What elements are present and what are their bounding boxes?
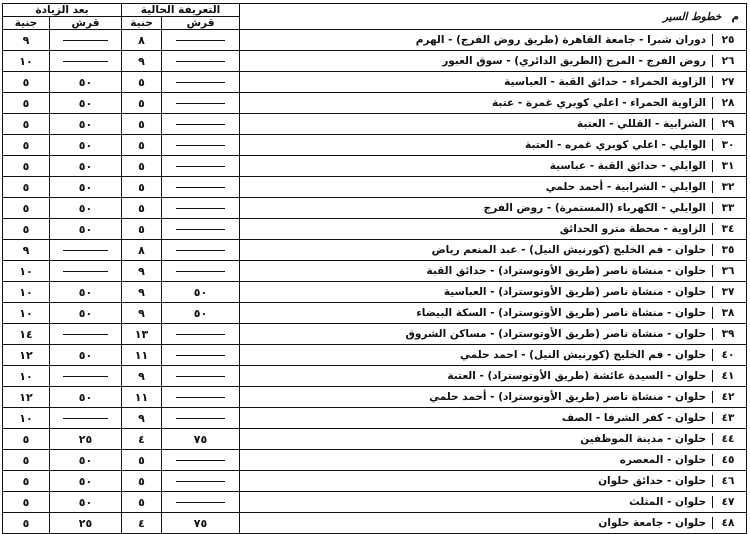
current-piaster-cell [162, 51, 240, 72]
table-row [3, 408, 747, 429]
route-number: ٣٧ [712, 286, 743, 298]
current-piaster-cell [162, 198, 240, 219]
empty-dash [176, 334, 226, 335]
current-piaster-cell [162, 156, 240, 177]
current-pound-cell: ٨ [122, 30, 162, 51]
table-row [3, 471, 747, 492]
empty-dash [63, 40, 109, 41]
route-text: حلوان - المعصره [619, 454, 707, 466]
current-pound-header: جنية [122, 17, 162, 30]
new-pound-cell: ٩ [3, 30, 50, 51]
route-cell [240, 177, 747, 198]
new-piaster-cell: ٥٠ [50, 471, 122, 492]
current-pound-cell: ٥ [122, 114, 162, 135]
new-piaster-cell: ٥٠ [50, 198, 122, 219]
route-number: ٣١ [712, 160, 743, 172]
current-piaster-cell [162, 72, 240, 93]
route-header [240, 4, 747, 30]
new-pound-cell: ١٢ [3, 345, 50, 366]
route-text: حلوان - فم الخليج (كورنيش النيل) - احمد حلمي [460, 349, 707, 361]
current-pound-cell: ٤ [122, 429, 162, 450]
after-increase-header: بعد الزيادة [3, 4, 122, 17]
current-pound-cell: ٥ [122, 93, 162, 114]
table-row [3, 429, 747, 450]
route-number: ٣٢ [712, 181, 743, 193]
route-cell [240, 345, 747, 366]
route-number: ٣٥ [712, 244, 743, 256]
current-piaster-cell [162, 93, 240, 114]
new-piaster-cell: ٥٠ [50, 114, 122, 135]
route-text: حلوان - المثلث [629, 496, 707, 508]
empty-dash [176, 376, 226, 377]
table-row [3, 303, 747, 324]
new-pound-cell: ١٢ [3, 387, 50, 408]
table-row [3, 219, 747, 240]
route-cell [240, 282, 747, 303]
current-piaster-cell [162, 324, 240, 345]
empty-dash [176, 229, 226, 230]
route-cell [240, 219, 747, 240]
route-text: الوايلي - اعلي كوبري غمره - العتبة [524, 139, 707, 151]
route-cell [240, 240, 747, 261]
route-text: الزاوية الحمراء - اعلي كوبري غمرة - عتبة [492, 97, 707, 109]
empty-dash [176, 355, 226, 356]
new-piaster-cell: ٥٠ [50, 345, 122, 366]
current-piaster-cell [162, 114, 240, 135]
route-cell [240, 93, 747, 114]
empty-dash [176, 481, 226, 482]
current-pound-cell: ١٣ [122, 324, 162, 345]
new-pound-cell: ٥ [3, 513, 50, 534]
route-text: حلوان - منشاة ناصر (طريق الأوتوستراد) - السكة البيضاء [416, 307, 707, 319]
current-piaster-cell [162, 492, 240, 513]
new-pound-cell: ١٠ [3, 366, 50, 387]
empty-dash [176, 61, 226, 62]
table-row [3, 198, 747, 219]
route-number: ٢٩ [712, 118, 743, 130]
new-pound-cell: ١٠ [3, 408, 50, 429]
new-piaster-cell: ٥٠ [50, 387, 122, 408]
new-piaster-cell: ٥٠ [50, 282, 122, 303]
new-pound-cell: ٥ [3, 471, 50, 492]
empty-dash [63, 61, 109, 62]
route-number: ٤٤ [712, 433, 743, 445]
route-cell [240, 387, 747, 408]
route-text: حلوان - فم الخليج (كورنيش النيل) - عبد المنعم رياض [431, 244, 707, 256]
route-number: ٣٠ [712, 139, 743, 151]
route-cell [240, 303, 747, 324]
table-row [3, 387, 747, 408]
current-piaster-cell [162, 240, 240, 261]
route-text: الوايلي - الشرابية - أحمد حلمي [545, 181, 707, 193]
empty-dash [176, 271, 226, 272]
new-piaster-cell: ٥٠ [50, 93, 122, 114]
route-number: ٣٣ [712, 202, 743, 214]
new-pound-cell: ١٤ [3, 324, 50, 345]
empty-dash [176, 40, 226, 41]
route-text: دوران شبرا - جامعة القاهرة (طريق روض الفرج) - الهرم [415, 34, 707, 46]
current-pound-cell: ٩ [122, 408, 162, 429]
route-text: الوايلي - حدائق القبة - عباسية [549, 160, 707, 172]
new-piaster-cell: ٥٠ [50, 450, 122, 471]
route-text: روض الفرج - المرج (الطريق الدائري) - سوق العبور [442, 55, 707, 67]
route-cell [240, 513, 747, 534]
new-piaster-cell: ٥٠ [50, 72, 122, 93]
empty-dash [63, 250, 109, 251]
current-piaster-cell [162, 471, 240, 492]
route-number: ٣٤ [712, 223, 743, 235]
empty-dash [176, 418, 226, 419]
new-pound-cell: ٥ [3, 198, 50, 219]
new-pound-cell: ١٠ [3, 303, 50, 324]
route-cell [240, 51, 747, 72]
new-pound-cell: ٥ [3, 93, 50, 114]
table-row [3, 513, 747, 534]
current-piaster-cell [162, 366, 240, 387]
current-pound-cell: ٨ [122, 240, 162, 261]
new-pound-cell: ٥ [3, 450, 50, 471]
current-pound-cell: ٩ [122, 366, 162, 387]
route-number: ٤١ [712, 370, 743, 382]
route-number: ٢٧ [712, 76, 743, 88]
new-pound-cell: ٥ [3, 72, 50, 93]
empty-dash [63, 418, 109, 419]
num-header: م [731, 10, 740, 23]
route-cell [240, 324, 747, 345]
empty-dash [176, 82, 226, 83]
new-pound-cell: ٥ [3, 156, 50, 177]
empty-dash [63, 334, 109, 335]
table-row [3, 345, 747, 366]
after-pound-header: جنية [3, 17, 50, 30]
current-pound-cell: ٥ [122, 471, 162, 492]
current-piaster-cell [162, 177, 240, 198]
new-pound-cell: ٥ [3, 114, 50, 135]
table-row [3, 93, 747, 114]
route-number: ٤٦ [712, 475, 743, 487]
table-row [3, 156, 747, 177]
route-cell [240, 450, 747, 471]
route-title-header: خطوط السير [662, 10, 722, 23]
table-row [3, 135, 747, 156]
current-pound-cell: ٥ [122, 156, 162, 177]
current-pound-cell: ٩ [122, 282, 162, 303]
route-text: حلوان - منشاة ناصر (طريق الأوتوستراد) - العباسية [443, 286, 707, 298]
current-pound-cell: ٤ [122, 513, 162, 534]
route-cell [240, 408, 747, 429]
current-tariff-header: التعريفة الحالية [122, 4, 240, 17]
route-text: حلوان - منشاة ناصر (طريق الأوتوستراد) - مساكن الشروق [405, 328, 707, 340]
route-number: ٤٨ [712, 517, 743, 529]
current-piaster-cell [162, 261, 240, 282]
current-pound-cell: ١١ [122, 345, 162, 366]
table-row [3, 366, 747, 387]
current-piaster-cell [162, 345, 240, 366]
route-cell [240, 72, 747, 93]
new-piaster-cell: ٥٠ [50, 219, 122, 240]
empty-dash [176, 187, 226, 188]
table-row [3, 324, 747, 345]
current-pound-cell: ٥ [122, 492, 162, 513]
empty-dash [63, 271, 109, 272]
fare-table-sheet [2, 3, 746, 530]
route-number: ٤٢ [712, 391, 743, 403]
new-piaster-cell [50, 51, 122, 72]
table-row [3, 282, 747, 303]
route-number: ٤٧ [712, 496, 743, 508]
new-piaster-cell [50, 30, 122, 51]
new-pound-cell: ٥ [3, 135, 50, 156]
route-text: الشرابية - القللي - العتبة [577, 118, 707, 130]
new-pound-cell: ١٠ [3, 51, 50, 72]
table-row [3, 450, 747, 471]
route-text: حلوان - منشاة ناصر (طريق الأوتوستراد) - أحمد حلمي [429, 391, 707, 403]
new-piaster-cell [50, 240, 122, 261]
empty-dash [176, 103, 226, 104]
route-number: ٣٩ [712, 328, 743, 340]
route-text: حلوان - جامعة حلوان [598, 517, 707, 529]
route-text: حلوان - مدينة الموظفين [580, 433, 707, 445]
table-row [3, 492, 747, 513]
table-row [3, 51, 747, 72]
current-piaster-cell: ٧٥ [162, 429, 240, 450]
new-piaster-cell: ٥٠ [50, 177, 122, 198]
route-number: ٢٦ [712, 55, 743, 67]
current-piaster-cell: ٧٥ [162, 513, 240, 534]
route-number: ٣٨ [712, 307, 743, 319]
new-pound-cell: ٥ [3, 429, 50, 450]
current-pound-cell: ٩ [122, 261, 162, 282]
new-piaster-cell: ٥٠ [50, 492, 122, 513]
new-piaster-cell: ٥٠ [50, 303, 122, 324]
current-pound-cell: ٥ [122, 219, 162, 240]
empty-dash [176, 124, 226, 125]
new-piaster-cell: ٥٠ [50, 156, 122, 177]
current-piaster-cell [162, 135, 240, 156]
current-pound-cell: ٥ [122, 72, 162, 93]
current-piaster-cell: ٥٠ [162, 303, 240, 324]
route-text: الزاوية الحمراء - حدائق القبة - العباسية [504, 76, 707, 88]
current-pound-cell: ١١ [122, 387, 162, 408]
current-piaster-cell [162, 30, 240, 51]
new-piaster-cell: ٢٥ [50, 513, 122, 534]
new-pound-cell: ٥ [3, 219, 50, 240]
current-pound-cell: ٥ [122, 198, 162, 219]
current-piaster-cell [162, 450, 240, 471]
new-piaster-cell [50, 408, 122, 429]
new-pound-cell: ٩ [3, 240, 50, 261]
route-text: الزاوية - محطة مترو الحدائق [559, 223, 707, 235]
new-piaster-cell: ٢٥ [50, 429, 122, 450]
empty-dash [176, 502, 226, 503]
new-pound-cell: ١٠ [3, 261, 50, 282]
new-pound-cell: ٥ [3, 177, 50, 198]
route-cell [240, 429, 747, 450]
table-row [3, 30, 747, 51]
after-piaster-header: قرش [50, 17, 122, 30]
route-cell [240, 135, 747, 156]
empty-dash [63, 376, 109, 377]
route-cell [240, 261, 747, 282]
fare-table [2, 3, 747, 534]
route-cell [240, 492, 747, 513]
table-row [3, 177, 747, 198]
new-piaster-cell [50, 324, 122, 345]
current-pound-cell: ٥ [122, 135, 162, 156]
current-pound-cell: ٥ [122, 177, 162, 198]
route-cell [240, 366, 747, 387]
new-pound-cell: ١٠ [3, 282, 50, 303]
table-row [3, 240, 747, 261]
route-text: حلوان - حدائق حلوان [598, 475, 707, 487]
new-piaster-cell: ٥٠ [50, 135, 122, 156]
empty-dash [176, 250, 226, 251]
current-pound-cell: ٥ [122, 450, 162, 471]
current-piaster-cell [162, 219, 240, 240]
table-row [3, 261, 747, 282]
route-number: ٢٥ [712, 34, 743, 46]
new-piaster-cell [50, 366, 122, 387]
table-row [3, 114, 747, 135]
route-number: ٢٨ [712, 97, 743, 109]
new-pound-cell: ٥ [3, 492, 50, 513]
route-cell [240, 198, 747, 219]
route-number: ٤٣ [712, 412, 743, 424]
route-number: ٣٦ [712, 265, 743, 277]
empty-dash [176, 208, 226, 209]
route-number: ٤٥ [712, 454, 743, 466]
route-cell [240, 156, 747, 177]
route-text: حلوان - منشاة ناصر (طريق الأوتوستراد) - حدائق القبة [426, 265, 707, 277]
current-piaster-cell [162, 408, 240, 429]
current-pound-cell: ٩ [122, 51, 162, 72]
current-piaster-header: قرش [162, 17, 240, 30]
route-cell [240, 114, 747, 135]
new-piaster-cell [50, 261, 122, 282]
route-cell [240, 471, 747, 492]
empty-dash [176, 397, 226, 398]
route-text: حلوان - السيدة عائشة (طريق الأوتوستراد) - العتبة [447, 370, 707, 382]
route-cell [240, 30, 747, 51]
current-pound-cell: ٩ [122, 303, 162, 324]
current-piaster-cell [162, 387, 240, 408]
route-number: ٤٠ [712, 349, 743, 361]
empty-dash [176, 166, 226, 167]
route-text: حلوان - كفر الشرفا - الصف [561, 412, 707, 424]
current-piaster-cell: ٥٠ [162, 282, 240, 303]
empty-dash [176, 460, 226, 461]
empty-dash [176, 145, 226, 146]
table-row [3, 72, 747, 93]
route-text: الوايلي - الكهرباء (المستمرة) - روض الفرج [483, 202, 707, 214]
